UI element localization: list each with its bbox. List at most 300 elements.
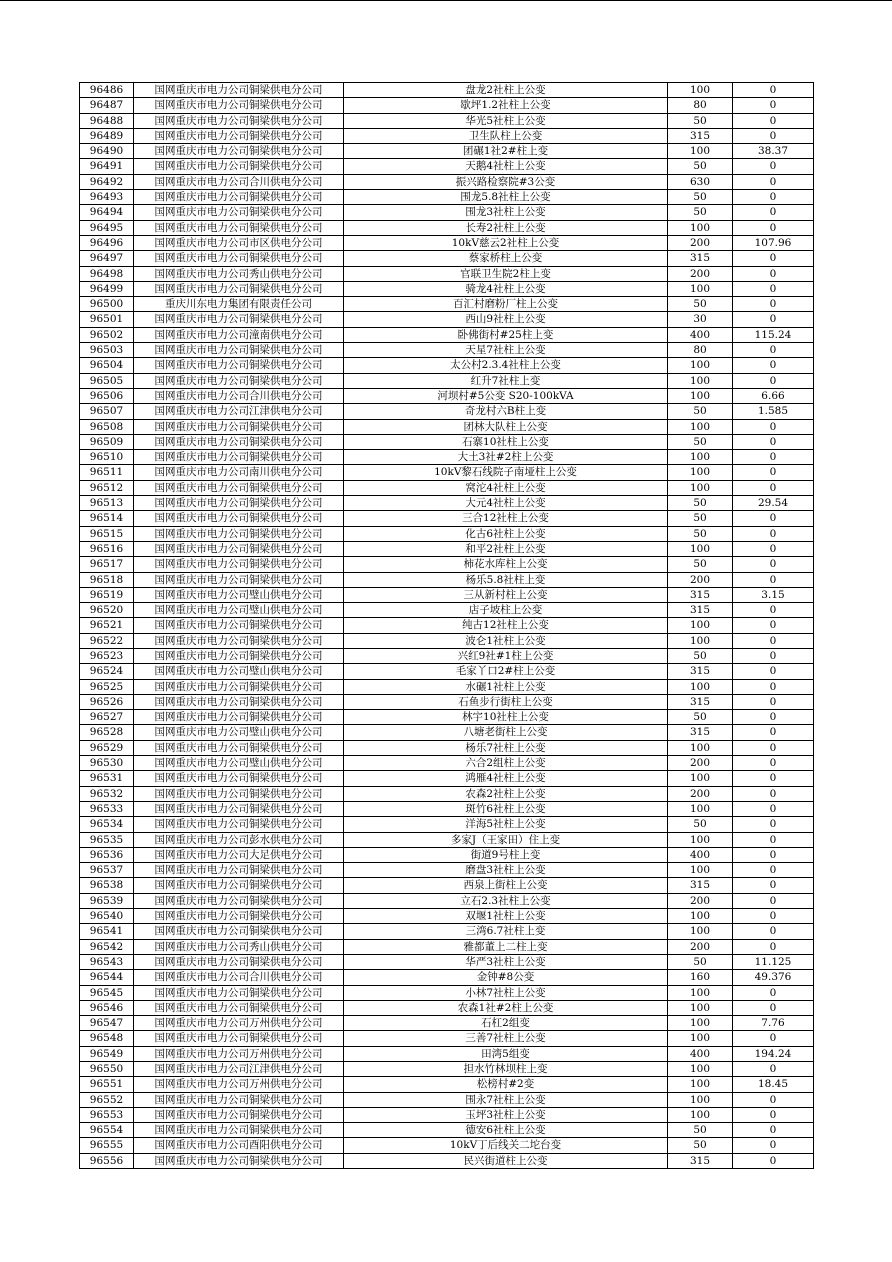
value-cell: 0 xyxy=(733,1031,814,1046)
company-cell: 国网重庆市电力公司铜梁供电分公司 xyxy=(134,1153,344,1168)
transformer-name-cell: 10kV黎石线院子南垭柱上公变 xyxy=(344,465,668,480)
transformer-name-cell: 蔡家桥柱上公变 xyxy=(344,251,668,266)
row-id-cell: 96536 xyxy=(80,847,134,862)
value-cell: 0 xyxy=(733,174,814,189)
table-row xyxy=(80,710,814,725)
row-id-cell: 96495 xyxy=(80,220,134,235)
company-cell: 国网重庆市电力公司铜梁供电分公司 xyxy=(134,679,344,694)
table-row xyxy=(80,251,814,266)
value-cell: 0 xyxy=(733,98,814,113)
capacity-cell: 200 xyxy=(668,572,733,587)
row-id-cell: 96530 xyxy=(80,756,134,771)
value-cell: 0 xyxy=(733,878,814,893)
table-row xyxy=(80,281,814,296)
capacity-cell: 100 xyxy=(668,541,733,556)
table-row xyxy=(80,740,814,755)
capacity-cell: 100 xyxy=(668,618,733,633)
row-id-cell: 96502 xyxy=(80,327,134,342)
capacity-cell: 50 xyxy=(668,710,733,725)
table-row xyxy=(80,511,814,526)
capacity-cell: 200 xyxy=(668,786,733,801)
transformer-name-cell: 民兴街道柱上公变 xyxy=(344,1153,668,1168)
company-cell: 国网重庆市电力公司秀山供电分公司 xyxy=(134,266,344,281)
value-cell: 0 xyxy=(733,603,814,618)
row-id-cell: 96491 xyxy=(80,159,134,174)
transformer-name-cell: 波仑1社柱上公变 xyxy=(344,633,668,648)
transformer-name-cell: 窝沱4社柱上公变 xyxy=(344,480,668,495)
transformer-name-cell: 立石2.3社柱上公变 xyxy=(344,893,668,908)
table-row xyxy=(80,939,814,954)
transformer-name-cell: 磨盘3社柱上公变 xyxy=(344,863,668,878)
transformer-name-cell: 三湾6.7社柱上变 xyxy=(344,924,668,939)
value-cell: 0 xyxy=(733,633,814,648)
capacity-cell: 100 xyxy=(668,144,733,159)
value-cell: 0 xyxy=(733,190,814,205)
table-row xyxy=(80,174,814,189)
company-cell: 国网重庆市电力公司铜梁供电分公司 xyxy=(134,419,344,434)
row-id-cell: 96543 xyxy=(80,954,134,969)
row-id-cell: 96525 xyxy=(80,679,134,694)
row-id-cell: 96506 xyxy=(80,388,134,403)
table-row xyxy=(80,297,814,312)
company-cell: 国网重庆市电力公司铜梁供电分公司 xyxy=(134,358,344,373)
row-id-cell: 96497 xyxy=(80,251,134,266)
capacity-cell: 100 xyxy=(668,465,733,480)
table-row xyxy=(80,648,814,663)
company-cell: 国网重庆市电力公司铜梁供电分公司 xyxy=(134,343,344,358)
transformer-name-cell: 奇龙村六B柱上变 xyxy=(344,404,668,419)
row-id-cell: 96550 xyxy=(80,1062,134,1077)
row-id-cell: 96555 xyxy=(80,1138,134,1153)
row-id-cell: 96545 xyxy=(80,985,134,1000)
value-cell: 0 xyxy=(733,618,814,633)
transformer-name-cell: 玉坪3社柱上公变 xyxy=(344,1107,668,1122)
value-cell: 0 xyxy=(733,939,814,954)
transformer-name-cell: 店子坡柱上公变 xyxy=(344,603,668,618)
row-id-cell: 96526 xyxy=(80,694,134,709)
transformer-name-cell: 围龙3社柱上公变 xyxy=(344,205,668,220)
value-cell: 0 xyxy=(733,648,814,663)
row-id-cell: 96492 xyxy=(80,174,134,189)
table-body xyxy=(80,83,814,1169)
company-cell: 国网重庆市电力公司铜梁供电分公司 xyxy=(134,83,344,98)
company-cell: 国网重庆市电力公司铜梁供电分公司 xyxy=(134,128,344,143)
company-cell: 国网重庆市电力公司市区供电分公司 xyxy=(134,235,344,250)
table-row xyxy=(80,235,814,250)
table-row xyxy=(80,664,814,679)
value-cell: 0 xyxy=(733,312,814,327)
capacity-cell: 50 xyxy=(668,511,733,526)
capacity-cell: 200 xyxy=(668,235,733,250)
capacity-cell: 315 xyxy=(668,664,733,679)
capacity-cell: 50 xyxy=(668,817,733,832)
value-cell: 0 xyxy=(733,893,814,908)
capacity-cell: 100 xyxy=(668,863,733,878)
value-cell: 0 xyxy=(733,358,814,373)
transformer-name-cell: 大元4社柱上公变 xyxy=(344,496,668,511)
company-cell: 国网重庆市电力公司铜梁供电分公司 xyxy=(134,480,344,495)
capacity-cell: 100 xyxy=(668,1062,733,1077)
value-cell: 0 xyxy=(733,1153,814,1168)
row-id-cell: 96527 xyxy=(80,710,134,725)
company-cell: 国网重庆市电力公司铜梁供电分公司 xyxy=(134,1107,344,1122)
value-cell: 0 xyxy=(733,679,814,694)
row-id-cell: 96533 xyxy=(80,801,134,816)
table-row xyxy=(80,343,814,358)
row-id-cell: 96499 xyxy=(80,281,134,296)
table-row xyxy=(80,480,814,495)
table-row xyxy=(80,190,814,205)
value-cell: 29.54 xyxy=(733,496,814,511)
company-cell: 国网重庆市电力公司铜梁供电分公司 xyxy=(134,633,344,648)
transformer-name-cell: 街道9号柱上变 xyxy=(344,847,668,862)
value-cell: 0 xyxy=(733,801,814,816)
capacity-cell: 100 xyxy=(668,1031,733,1046)
row-id-cell: 96519 xyxy=(80,587,134,602)
company-cell: 国网重庆市电力公司铜梁供电分公司 xyxy=(134,1123,344,1138)
value-cell: 0 xyxy=(733,128,814,143)
table-row xyxy=(80,450,814,465)
row-id-cell: 96516 xyxy=(80,541,134,556)
row-id-cell: 96508 xyxy=(80,419,134,434)
transformer-name-cell: 八塘老街柱上公变 xyxy=(344,725,668,740)
capacity-cell: 100 xyxy=(668,1016,733,1031)
capacity-cell: 200 xyxy=(668,939,733,954)
company-cell: 国网重庆市电力公司万州供电分公司 xyxy=(134,1046,344,1061)
capacity-cell: 100 xyxy=(668,909,733,924)
table-row xyxy=(80,465,814,480)
table-row xyxy=(80,1046,814,1061)
capacity-cell: 100 xyxy=(668,373,733,388)
table-row xyxy=(80,83,814,98)
company-cell: 重庆川东电力集团有限责任公司 xyxy=(134,297,344,312)
value-cell: 0 xyxy=(733,159,814,174)
company-cell: 国网重庆市电力公司合川供电分公司 xyxy=(134,388,344,403)
row-id-cell: 96520 xyxy=(80,603,134,618)
table-row xyxy=(80,786,814,801)
value-cell: 0 xyxy=(733,756,814,771)
row-id-cell: 96501 xyxy=(80,312,134,327)
company-cell: 国网重庆市电力公司铜梁供电分公司 xyxy=(134,511,344,526)
transformer-name-cell: 盘龙2社柱上公变 xyxy=(344,83,668,98)
table-row xyxy=(80,205,814,220)
transformer-name-cell: 天鹅4社柱上公变 xyxy=(344,159,668,174)
value-cell: 0 xyxy=(733,113,814,128)
transformer-name-cell: 毛家丫口2#柱上公变 xyxy=(344,664,668,679)
table-row xyxy=(80,603,814,618)
company-cell: 国网重庆市电力公司铜梁供电分公司 xyxy=(134,801,344,816)
capacity-cell: 400 xyxy=(668,847,733,862)
value-cell: 11.125 xyxy=(733,954,814,969)
row-id-cell: 96540 xyxy=(80,909,134,924)
value-cell: 0 xyxy=(733,434,814,449)
company-cell: 国网重庆市电力公司铜梁供电分公司 xyxy=(134,251,344,266)
capacity-cell: 80 xyxy=(668,343,733,358)
value-cell: 7.76 xyxy=(733,1016,814,1031)
row-id-cell: 96505 xyxy=(80,373,134,388)
transformer-name-cell: 卧佛街村#25柱上变 xyxy=(344,327,668,342)
row-id-cell: 96532 xyxy=(80,786,134,801)
company-cell: 国网重庆市电力公司铜梁供电分公司 xyxy=(134,281,344,296)
company-cell: 国网重庆市电力公司铜梁供电分公司 xyxy=(134,618,344,633)
transformer-name-cell: 水碾1社柱上公变 xyxy=(344,679,668,694)
row-id-cell: 96551 xyxy=(80,1077,134,1092)
company-cell: 国网重庆市电力公司铜梁供电分公司 xyxy=(134,190,344,205)
capacity-cell: 50 xyxy=(668,648,733,663)
value-cell: 0 xyxy=(733,725,814,740)
transformer-name-cell: 太公村2.3.4社柱上公变 xyxy=(344,358,668,373)
capacity-cell: 100 xyxy=(668,1092,733,1107)
table-row xyxy=(80,985,814,1000)
value-cell: 0 xyxy=(733,1138,814,1153)
transformer-name-cell: 纯古12社柱上公变 xyxy=(344,618,668,633)
company-cell: 国网重庆市电力公司铜梁供电分公司 xyxy=(134,985,344,1000)
row-id-cell: 96488 xyxy=(80,113,134,128)
row-id-cell: 96513 xyxy=(80,496,134,511)
company-cell: 国网重庆市电力公司铜梁供电分公司 xyxy=(134,893,344,908)
transformer-name-cell: 林宇10社柱上公变 xyxy=(344,710,668,725)
company-cell: 国网重庆市电力公司江津供电分公司 xyxy=(134,404,344,419)
row-id-cell: 96548 xyxy=(80,1031,134,1046)
transformer-name-cell: 西泉上街柱上公变 xyxy=(344,878,668,893)
table-row xyxy=(80,1153,814,1168)
company-cell: 国网重庆市电力公司合川供电分公司 xyxy=(134,174,344,189)
transformer-name-cell: 杨乐7社柱上公变 xyxy=(344,740,668,755)
capacity-cell: 50 xyxy=(668,205,733,220)
company-cell: 国网重庆市电力公司秀山供电分公司 xyxy=(134,939,344,954)
row-id-cell: 96523 xyxy=(80,648,134,663)
row-id-cell: 96510 xyxy=(80,450,134,465)
capacity-cell: 100 xyxy=(668,771,733,786)
row-id-cell: 96539 xyxy=(80,893,134,908)
capacity-cell: 160 xyxy=(668,970,733,985)
transformer-name-cell: 担水竹林坝柱上变 xyxy=(344,1062,668,1077)
company-cell: 国网重庆市电力公司铜梁供电分公司 xyxy=(134,771,344,786)
table-row xyxy=(80,1092,814,1107)
transformer-name-cell: 歇坪1.2社柱上公变 xyxy=(344,98,668,113)
transformer-name-cell: 鸿雁4社柱上公变 xyxy=(344,771,668,786)
company-cell: 国网重庆市电力公司铜梁供电分公司 xyxy=(134,909,344,924)
row-id-cell: 96496 xyxy=(80,235,134,250)
value-cell: 0 xyxy=(733,83,814,98)
table-row xyxy=(80,832,814,847)
company-cell: 国网重庆市电力公司璧山供电分公司 xyxy=(134,664,344,679)
transformer-name-cell: 斑竹6社柱上公变 xyxy=(344,801,668,816)
transformer-name-cell: 农森1社#2柱上公变 xyxy=(344,1000,668,1015)
value-cell: 194.24 xyxy=(733,1046,814,1061)
value-cell: 6.66 xyxy=(733,388,814,403)
capacity-cell: 100 xyxy=(668,1107,733,1122)
company-cell: 国网重庆市电力公司万州供电分公司 xyxy=(134,1077,344,1092)
table-row xyxy=(80,679,814,694)
table-row xyxy=(80,909,814,924)
transformer-name-cell: 卫生队柱上公变 xyxy=(344,128,668,143)
value-cell: 3.15 xyxy=(733,587,814,602)
value-cell: 0 xyxy=(733,480,814,495)
row-id-cell: 96518 xyxy=(80,572,134,587)
company-cell: 国网重庆市电力公司铜梁供电分公司 xyxy=(134,205,344,220)
company-cell: 国网重庆市电力公司铜梁供电分公司 xyxy=(134,740,344,755)
company-cell: 国网重庆市电力公司铜梁供电分公司 xyxy=(134,312,344,327)
value-cell: 0 xyxy=(733,297,814,312)
value-cell: 0 xyxy=(733,450,814,465)
table-row xyxy=(80,587,814,602)
capacity-cell: 50 xyxy=(668,190,733,205)
row-id-cell: 96541 xyxy=(80,924,134,939)
transformer-name-cell: 华光5社柱上公变 xyxy=(344,113,668,128)
capacity-cell: 50 xyxy=(668,404,733,419)
value-cell: 18.45 xyxy=(733,1077,814,1092)
capacity-cell: 50 xyxy=(668,1138,733,1153)
value-cell: 0 xyxy=(733,572,814,587)
row-id-cell: 96486 xyxy=(80,83,134,98)
value-cell: 0 xyxy=(733,541,814,556)
table-row xyxy=(80,526,814,541)
table-row xyxy=(80,863,814,878)
transformer-name-cell: 河坝村#5公变 S20-100kVA xyxy=(344,388,668,403)
table-row xyxy=(80,970,814,985)
company-cell: 国网重庆市电力公司铜梁供电分公司 xyxy=(134,557,344,572)
transformer-name-cell: 振兴路检察院#3公变 xyxy=(344,174,668,189)
capacity-cell: 315 xyxy=(668,694,733,709)
transformer-name-cell: 石杠2组变 xyxy=(344,1016,668,1031)
capacity-cell: 50 xyxy=(668,526,733,541)
table-row xyxy=(80,419,814,434)
value-cell: 0 xyxy=(733,251,814,266)
table-row xyxy=(80,572,814,587)
transformer-name-cell: 田湾5组变 xyxy=(344,1046,668,1061)
company-cell: 国网重庆市电力公司铜梁供电分公司 xyxy=(134,159,344,174)
capacity-cell: 100 xyxy=(668,679,733,694)
transformer-name-cell: 三善7社柱上公变 xyxy=(344,1031,668,1046)
transformer-name-cell: 西山9社柱上公变 xyxy=(344,312,668,327)
row-id-cell: 96517 xyxy=(80,557,134,572)
transformer-table xyxy=(79,82,814,1169)
table-row xyxy=(80,144,814,159)
company-cell: 国网重庆市电力公司铜梁供电分公司 xyxy=(134,1031,344,1046)
table-row xyxy=(80,1031,814,1046)
company-cell: 国网重庆市电力公司铜梁供电分公司 xyxy=(134,954,344,969)
table-row xyxy=(80,694,814,709)
value-cell: 0 xyxy=(733,710,814,725)
company-cell: 国网重庆市电力公司铜梁供电分公司 xyxy=(134,113,344,128)
company-cell: 国网重庆市电力公司铜梁供电分公司 xyxy=(134,144,344,159)
capacity-cell: 200 xyxy=(668,266,733,281)
table-row xyxy=(80,817,814,832)
capacity-cell: 400 xyxy=(668,1046,733,1061)
capacity-cell: 100 xyxy=(668,985,733,1000)
company-cell: 国网重庆市电力公司南川供电分公司 xyxy=(134,465,344,480)
table-row xyxy=(80,98,814,113)
table-row xyxy=(80,1016,814,1031)
table-row xyxy=(80,756,814,771)
table-row xyxy=(80,893,814,908)
transformer-name-cell: 长寿2社柱上公变 xyxy=(344,220,668,235)
page-top-rule xyxy=(0,0,892,1)
table-row xyxy=(80,327,814,342)
company-cell: 国网重庆市电力公司铜梁供电分公司 xyxy=(134,924,344,939)
table-row xyxy=(80,220,814,235)
capacity-cell: 315 xyxy=(668,587,733,602)
capacity-cell: 50 xyxy=(668,159,733,174)
capacity-cell: 100 xyxy=(668,83,733,98)
row-id-cell: 96547 xyxy=(80,1016,134,1031)
transformer-name-cell: 团碾1社2#柱上变 xyxy=(344,144,668,159)
transformer-name-cell: 天星7社柱上公变 xyxy=(344,343,668,358)
company-cell: 国网重庆市电力公司铜梁供电分公司 xyxy=(134,710,344,725)
value-cell: 0 xyxy=(733,664,814,679)
row-id-cell: 96521 xyxy=(80,618,134,633)
transformer-name-cell: 和平2社柱上公变 xyxy=(344,541,668,556)
table-row xyxy=(80,847,814,862)
company-cell: 国网重庆市电力公司潼南供电分公司 xyxy=(134,327,344,342)
table-row xyxy=(80,924,814,939)
value-cell: 1.585 xyxy=(733,404,814,419)
table-row xyxy=(80,1138,814,1153)
value-cell: 49.376 xyxy=(733,970,814,985)
value-cell: 0 xyxy=(733,740,814,755)
transformer-name-cell: 松榜村#2变 xyxy=(344,1077,668,1092)
capacity-cell: 50 xyxy=(668,113,733,128)
company-cell: 国网重庆市电力公司铜梁供电分公司 xyxy=(134,786,344,801)
row-id-cell: 96534 xyxy=(80,817,134,832)
row-id-cell: 96503 xyxy=(80,343,134,358)
transformer-name-cell: 石鱼步行街柱上公变 xyxy=(344,694,668,709)
capacity-cell: 100 xyxy=(668,419,733,434)
value-cell: 0 xyxy=(733,817,814,832)
capacity-cell: 100 xyxy=(668,633,733,648)
table-row xyxy=(80,358,814,373)
row-id-cell: 96553 xyxy=(80,1107,134,1122)
value-cell: 0 xyxy=(733,220,814,235)
company-cell: 国网重庆市电力公司铜梁供电分公司 xyxy=(134,98,344,113)
transformer-name-cell: 雅都董上二柱上变 xyxy=(344,939,668,954)
company-cell: 国网重庆市电力公司酉阳供电分公司 xyxy=(134,1138,344,1153)
row-id-cell: 96522 xyxy=(80,633,134,648)
transformer-name-cell: 团林大队柱上公变 xyxy=(344,419,668,434)
value-cell: 0 xyxy=(733,771,814,786)
capacity-cell: 100 xyxy=(668,281,733,296)
value-cell: 38.37 xyxy=(733,144,814,159)
value-cell: 0 xyxy=(733,985,814,1000)
capacity-cell: 315 xyxy=(668,878,733,893)
transformer-name-cell: 洋海5社柱上公变 xyxy=(344,817,668,832)
row-id-cell: 96556 xyxy=(80,1153,134,1168)
table-row xyxy=(80,1000,814,1015)
value-cell: 0 xyxy=(733,266,814,281)
capacity-cell: 50 xyxy=(668,496,733,511)
table-row xyxy=(80,113,814,128)
company-cell: 国网重庆市电力公司铜梁供电分公司 xyxy=(134,541,344,556)
capacity-cell: 315 xyxy=(668,1153,733,1168)
row-id-cell: 96498 xyxy=(80,266,134,281)
table-row xyxy=(80,618,814,633)
transformer-name-cell: 华严3社柱上公变 xyxy=(344,954,668,969)
transformer-name-cell: 金钟#8公变 xyxy=(344,970,668,985)
row-id-cell: 96552 xyxy=(80,1092,134,1107)
capacity-cell: 100 xyxy=(668,1077,733,1092)
table-row xyxy=(80,633,814,648)
capacity-cell: 315 xyxy=(668,128,733,143)
capacity-cell: 50 xyxy=(668,1123,733,1138)
transformer-name-cell: 三合12社柱上公变 xyxy=(344,511,668,526)
company-cell: 国网重庆市电力公司铜梁供电分公司 xyxy=(134,220,344,235)
row-id-cell: 96542 xyxy=(80,939,134,954)
table-row xyxy=(80,725,814,740)
row-id-cell: 96504 xyxy=(80,358,134,373)
row-id-cell: 96514 xyxy=(80,511,134,526)
table-row xyxy=(80,434,814,449)
